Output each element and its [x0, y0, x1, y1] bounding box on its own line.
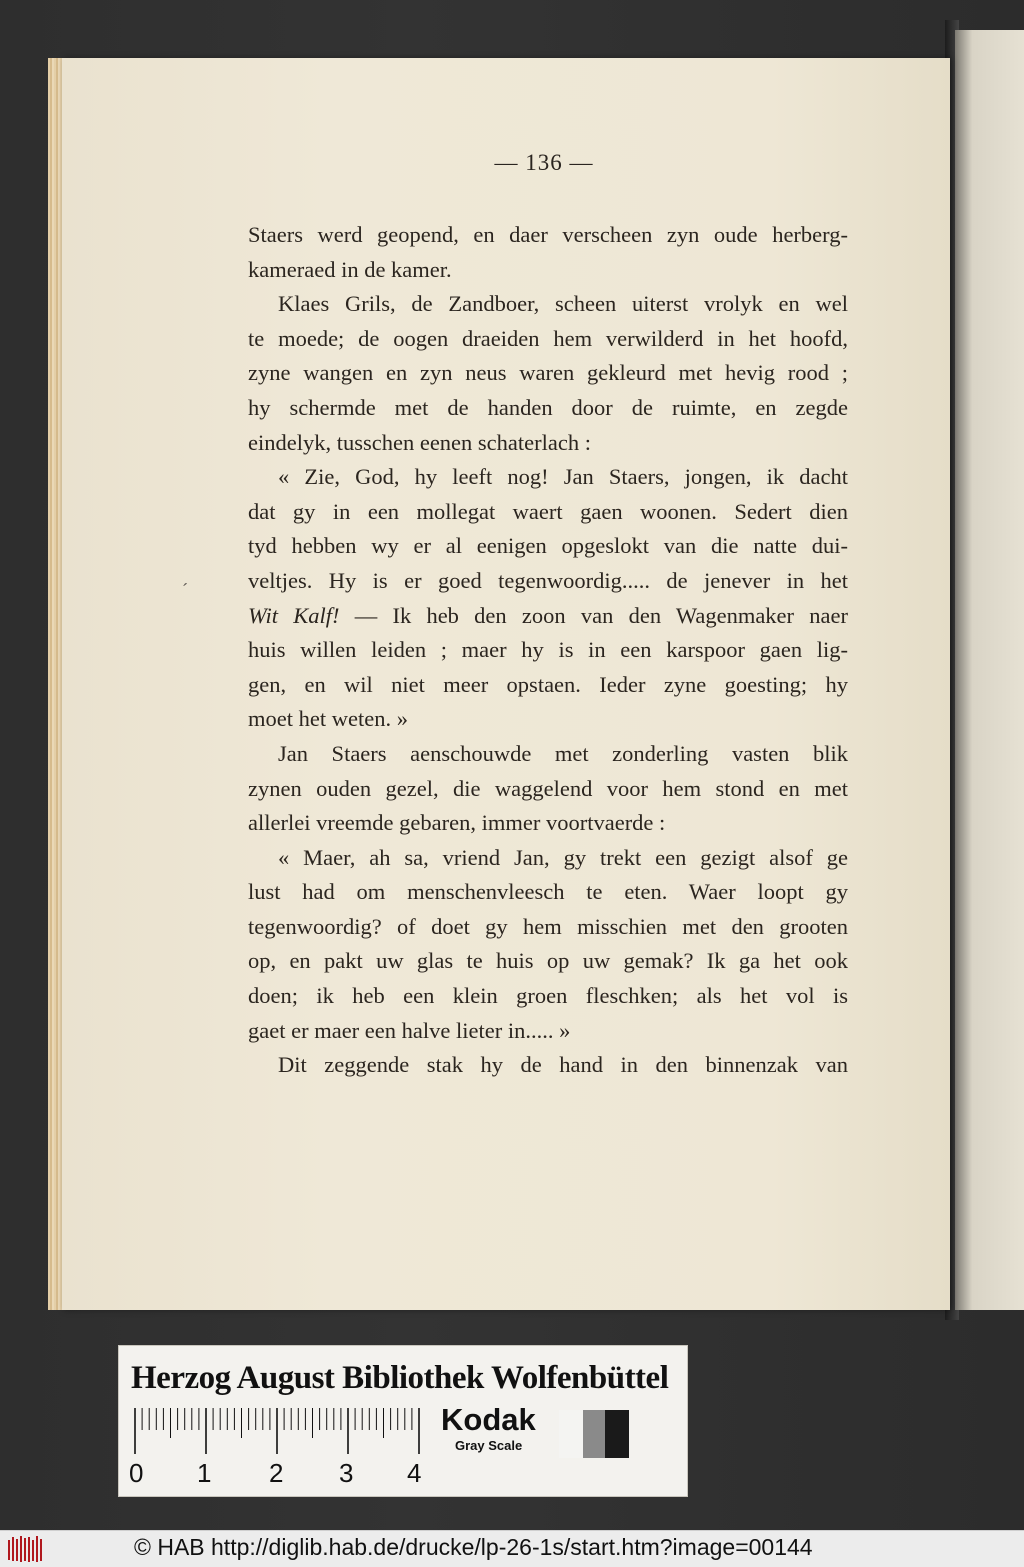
text-line: tyd hebben wy er al eenigen opgeslokt van die natte dui- — [248, 533, 848, 559]
text-line: te moede; de oogen draeiden hem verwilderd in het hoofd, — [248, 325, 848, 351]
text-line: huis willen leiden ; maer hy is in een karspoor gaen lig- — [248, 637, 848, 663]
page-number: — 136 — — [494, 150, 594, 175]
library-label-card — [118, 1345, 688, 1497]
emphasized-text: Wit Kalf! — [248, 602, 340, 628]
ruler-number: 2 — [269, 1458, 284, 1488]
kodak-brand: Kodak — [441, 1402, 536, 1437]
gray-swatch-light — [559, 1410, 583, 1458]
ruler-number: 1 — [197, 1458, 212, 1488]
pencil-mark: ˊ — [182, 580, 188, 600]
ruler-number: 4 — [407, 1458, 422, 1488]
next-page-edge — [955, 30, 1024, 1310]
text-line: allerlei vreemde gebaren, immer voortvaerde : — [248, 810, 666, 836]
gray-swatch-dark — [605, 1410, 629, 1458]
text-line: moet het weten. » — [248, 706, 408, 732]
text-line: dat gy in een mollegat waert gaen woonen. Sedert dien — [248, 498, 848, 524]
copyright-url: © HAB http://diglib.hab.de/drucke/lp-26-1s/start.htm?image=00144 — [134, 1534, 813, 1560]
text-line: zynen ouden gezel, die waggelend voor hem stond en met — [248, 775, 848, 801]
footer-bar — [0, 1530, 1024, 1567]
ruler-number: 3 — [339, 1458, 354, 1488]
text-line: hy schermde met de handen door de ruimte, en zegde — [248, 394, 848, 420]
page-body-text — [248, 218, 848, 1083]
text-line: gen, en wil niet meer opstaen. Ieder zyne goesting; hy — [248, 671, 848, 697]
hab-logo-icon — [6, 1534, 46, 1564]
text-line: « Zie, God, hy leeft nog! Jan Staers, jongen, ik dacht — [278, 464, 848, 490]
text-line: doen; ik heb een klein groen fleschken; als het vol is — [248, 983, 848, 1009]
library-name: Herzog August Bibliothek Wolfenbüttel — [131, 1360, 669, 1396]
ruler-number: 0 — [129, 1458, 144, 1488]
text-line: eindelyk, tusschen eenen schaterlach : — [248, 429, 591, 455]
gray-scale-label: Gray Scale — [455, 1438, 523, 1453]
gray-swatch-mid — [583, 1410, 605, 1458]
text-line: Dit zeggende stak hy de hand in den binnenzak van — [278, 1052, 848, 1078]
text-line: gaet er maer een halve lieter in..... » — [248, 1017, 571, 1043]
text-line: « Maer, ah sa, vriend Jan, gy trekt een gezigt alsof ge — [278, 844, 848, 870]
ruler-scale — [133, 1408, 423, 1456]
text-line — [248, 599, 848, 634]
text-line: zyne wangen en zyn neus waren gekleurd met hevig rood ; — [248, 360, 848, 386]
text-line: kameraed in de kamer. — [248, 256, 452, 282]
text-line: Jan Staers aenschouwde met zonderling vasten blik — [278, 740, 848, 766]
text-line: veltjes. Hy is er goed tegenwoordig..... de jenever in het — [248, 567, 848, 593]
text-line: lust had om menschenvleesch te eten. Waer loopt gy — [248, 879, 848, 905]
text-line: Klaes Grils, de Zandboer, scheen uiterst vrolyk en wel — [278, 291, 848, 317]
text-line: Staers werd geopend, en daer verscheen zyn oude herberg- — [248, 222, 848, 247]
text-line: tegenwoordig? of doet gy hem misschien met den grooten — [248, 913, 848, 939]
text-line-rest: — Ik heb den zoon van den Wagenmaker naer — [339, 602, 848, 628]
text-line: op, en pakt uw glas te huis op uw gemak? Ik ga het ook — [248, 948, 848, 974]
